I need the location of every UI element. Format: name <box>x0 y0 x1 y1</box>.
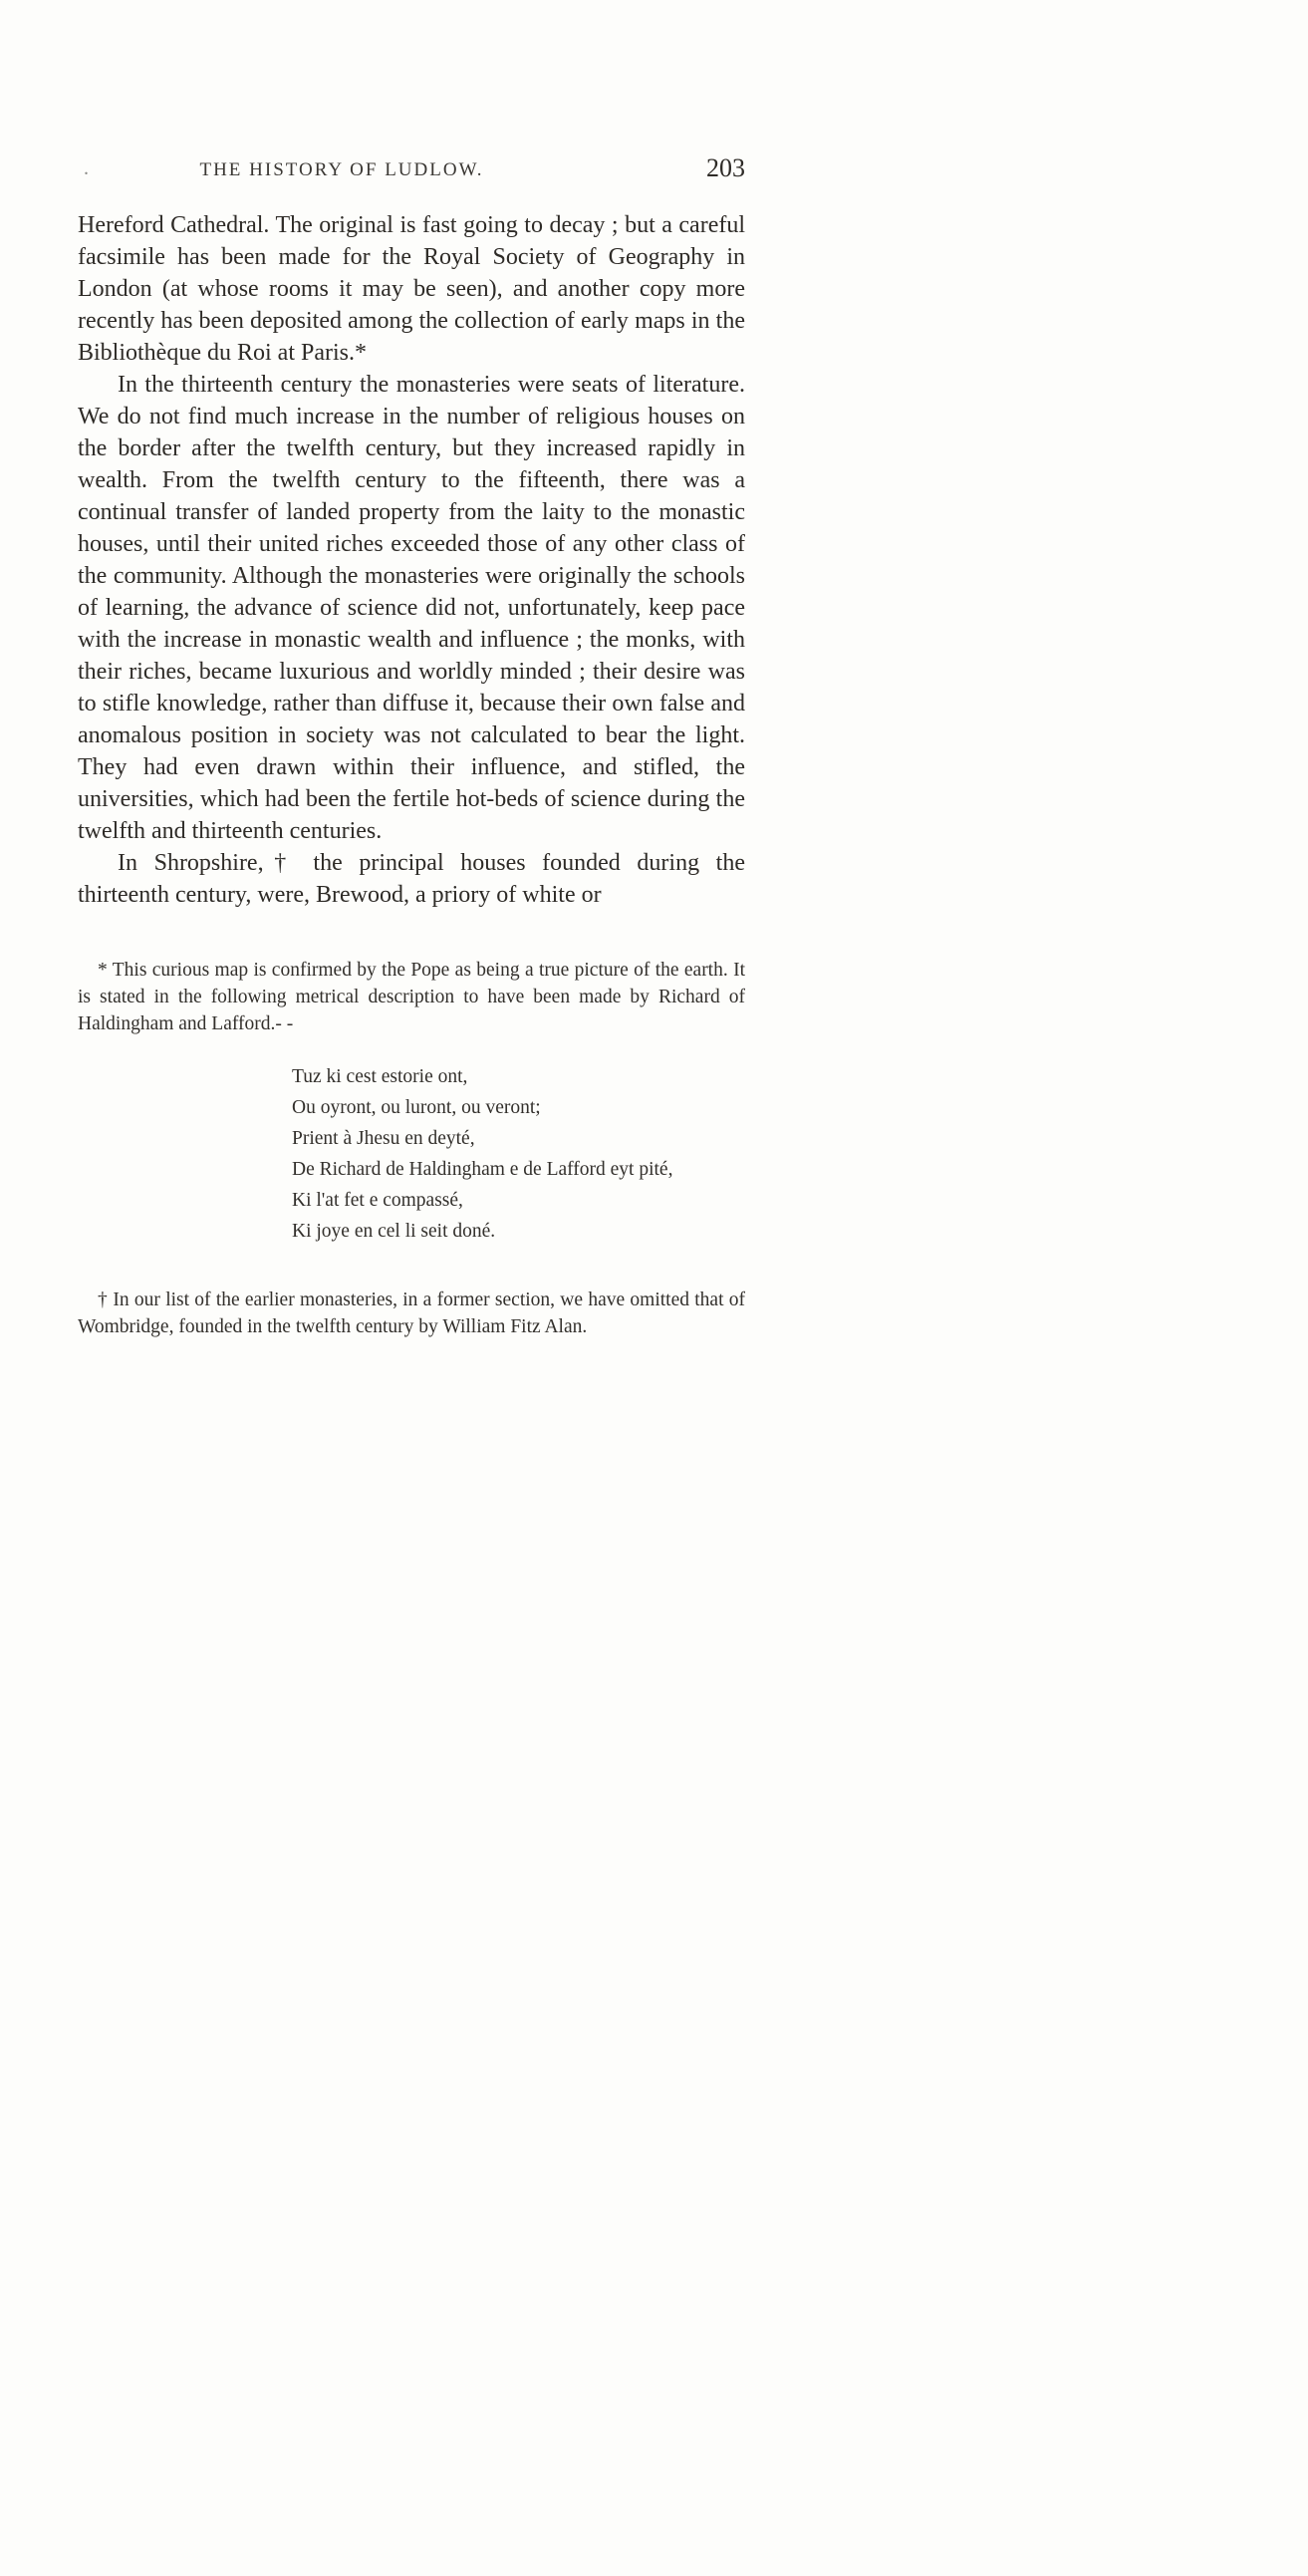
page-number: 203 <box>706 153 745 182</box>
paragraph-hereford-cathedral: Hereford Cathedral. The original is fast going to decay ; but a careful facsimile has been made for the Royal Society of Geography in London (at whose rooms it may be seen), and another copy more recently has been deposited among the collection of early maps in the Bibliothèque du Roi at Paris.* <box>78 212 745 366</box>
verse-line: Tuz ki cest estorie ont, <box>292 1066 468 1087</box>
footnotes-section <box>78 957 745 1340</box>
scan-speck: . <box>84 157 89 179</box>
verse-line: Ou oyront, ou luront, ou veront; <box>292 1097 541 1118</box>
paragraph-shropshire: In Shropshire,† the principal houses founded during the thirteenth century, were, Brewood, a priory of white or <box>78 850 745 908</box>
body-text <box>78 209 745 1340</box>
verse-line: De Richard de Haldingham e de Lafford eyt pité, <box>292 1159 673 1180</box>
verse-line: Ki l'at fet e compassé, <box>292 1190 463 1211</box>
verse-block <box>292 1061 745 1247</box>
verse-line: Prient à Jhesu en deyté, <box>292 1128 475 1149</box>
footnote-asterisk: * This curious map is confirmed by the Pope as being a true picture of the earth. It is stated in the following metrical description to have been made by Richard of Haldingham and Lafford.- - <box>78 960 745 1034</box>
page-header <box>78 155 745 189</box>
paragraph-thirteenth-century: In the thirteenth century the monasteries were seats of literature. We do not find much increase in the number of religious houses on the border after the twelfth century, but they increased rapidly in wealth. From the twelfth century to the fifteenth, there was a continual transfer of landed property from the laity to the monastic houses, until their united riches exceeded those of any other class of the community. Although the monasteries were originally the schools of learning, the advance of science did not, unfortunately, keep pace with the increase in monastic wealth and influence ; the monks, with their riches, became luxurious and worldly minded ; their desire was to stifle knowledge, rather than diffuse it, because their own false and anomalous position in society was not calculated to bear the light. They had even drawn within their influence, and stifled, the universities, which had been the fertile hot-beds of science during the twelfth and thirteenth centuries. <box>78 372 745 844</box>
running-title: THE HISTORY OF LUDLOW. <box>199 159 484 180</box>
verse-line: Ki joye en cel li seit doné. <box>292 1221 496 1242</box>
footnote-dagger: † In our list of the earlier monasteries, in a former section, we have omitted that of Wombridge, founded in the twelfth century by William Fitz Alan. <box>78 1289 745 1337</box>
